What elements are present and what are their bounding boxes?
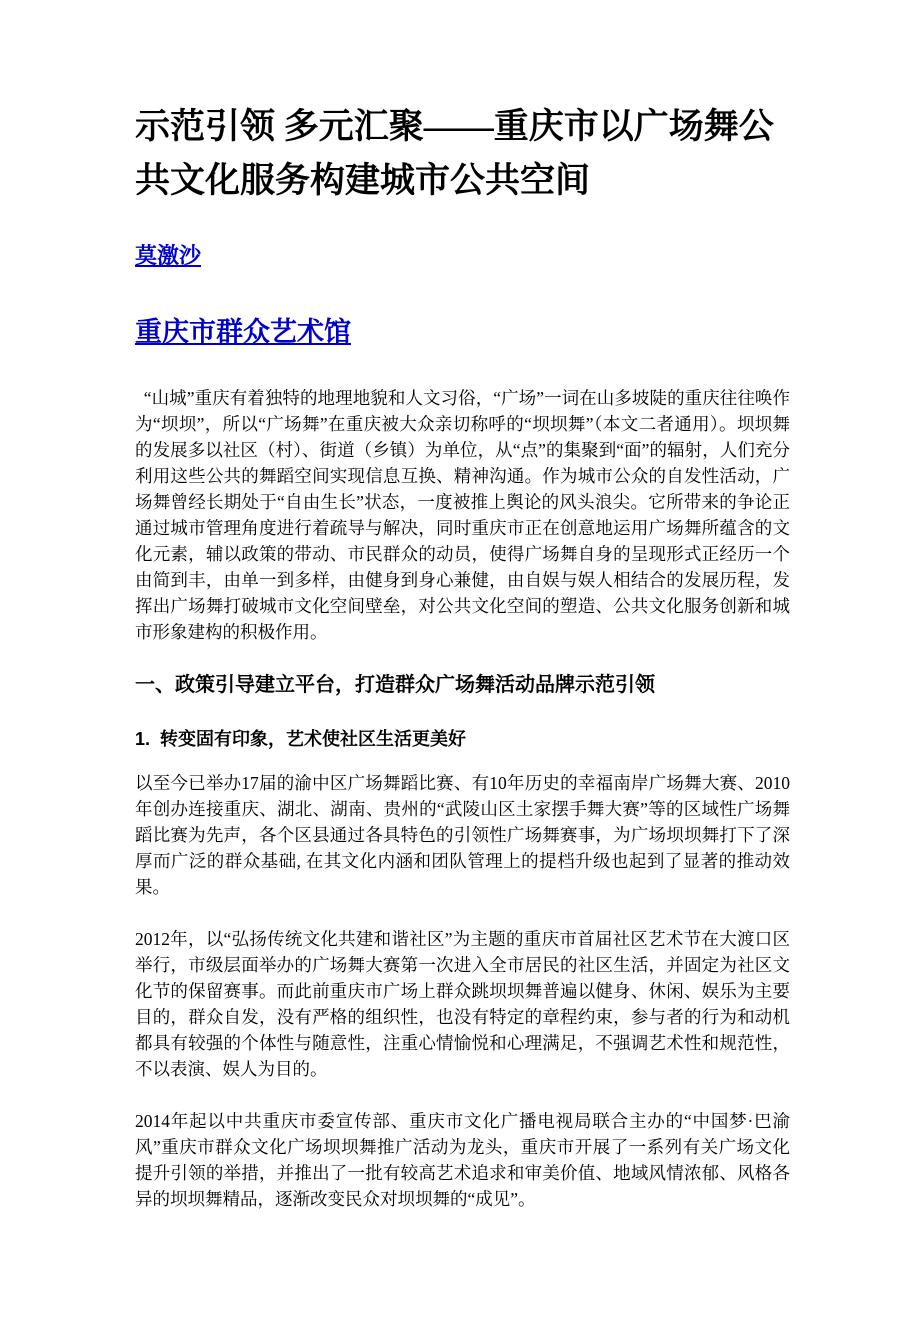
author-link[interactable]: 莫激沙 (135, 242, 202, 268)
institution-line (135, 310, 790, 349)
subsection-heading-1: 1. 转变固有印象，艺术使社区生活更美好 (135, 728, 467, 749)
intro-paragraph: “山城”重庆有着独特的地理地貌和人文习俗，“广场”一词在山多坡陡的重庆往往唤作为“坝坝”，所以“广场舞”在重庆被大众亲切称呼的“坝坝舞”（本文二者通用）。坝坝舞的发展多以社区（村）、街道（乡镇）为单位，从“点”的集聚到“面”的辐射，人们充分利用这些公共的舞蹈空间实现信息互换、精神沟通。作为城市公众的自发性活动，广场舞曾经长期处于“自由生长”状态，一度被推上舆论的风头浪尖。它所带来的争论正通过城市管理角度进行着疏导与解决，同时重庆市正在创意地运用广场舞所蕴含的文化元素，辅以政策的带动、市民群众的动员，使得广场舞自身的呈现形式正经历一个由简到丰，由单一到多样，由健身到身心兼健，由自娱与娱人相结合的发展历程，发挥出广场舞打破城市文化空间壁垒，对公共文化空间的塑造、公共文化服务创新和城市形象建构的积极作用。 (135, 387, 790, 642)
institution-link[interactable]: 重庆市群众艺术馆 (135, 316, 351, 347)
body-paragraph-1: 以至今已举办17届的渝中区广场舞蹈比赛、有10年历史的幸福南岸广场舞大赛、2010年创办连接重庆、湖北、湖南、贵州的“武陵山区土家摆手舞大赛”等的区域性广场舞蹈比赛为先声，各个区县通过各具特色的引领性广场舞赛事，为广场坝坝舞打下了深厚而广泛的群众基础, 在其文化内涵和团队管理上的提档升级也起到了显著的推动效果。 (135, 772, 790, 897)
document-title: 示范引领 多元汇聚——重庆市以广场舞公共文化服务构建城市公共空间 (135, 107, 774, 201)
author-line (135, 239, 790, 270)
body-paragraph-3: 2014年起以中共重庆市委宣传部、重庆市文化广播电视局联合主办的“中国梦·巴渝风”重庆市群众文化广场坝坝舞推广活动为龙头，重庆市开展了一系列有关广场文化提升引领的举措，并推出了一批有较高艺术追求和审美价值、地域风情浓郁、风格各异的坝坝舞精品，逐渐改变民众对坝坝舞的“成见”。 (135, 1110, 790, 1209)
body-paragraph-2: 2012年，以“弘扬传统文化共建和谐社区”为主题的重庆市首届社区艺术节在大渡口区举行，市级层面举办的广场舞大赛第一次进入全市居民的社区生活，并固定为社区文化节的保留赛事。而此前重庆市广场上群众跳坝坝舞普遍以健身、休闲、娱乐为主要目的，群众自发，没有严格的组织性，也没有特定的章程约束，参与者的行为和动机都具有较强的个体性与随意性，注重心情愉悦和心理满足，不强调艺术性和规范性，不以表演、娱人为目的。 (135, 928, 790, 1079)
section-heading-1: 一、政策引导建立平台，打造群众广场舞活动品牌示范引领 (135, 673, 655, 696)
